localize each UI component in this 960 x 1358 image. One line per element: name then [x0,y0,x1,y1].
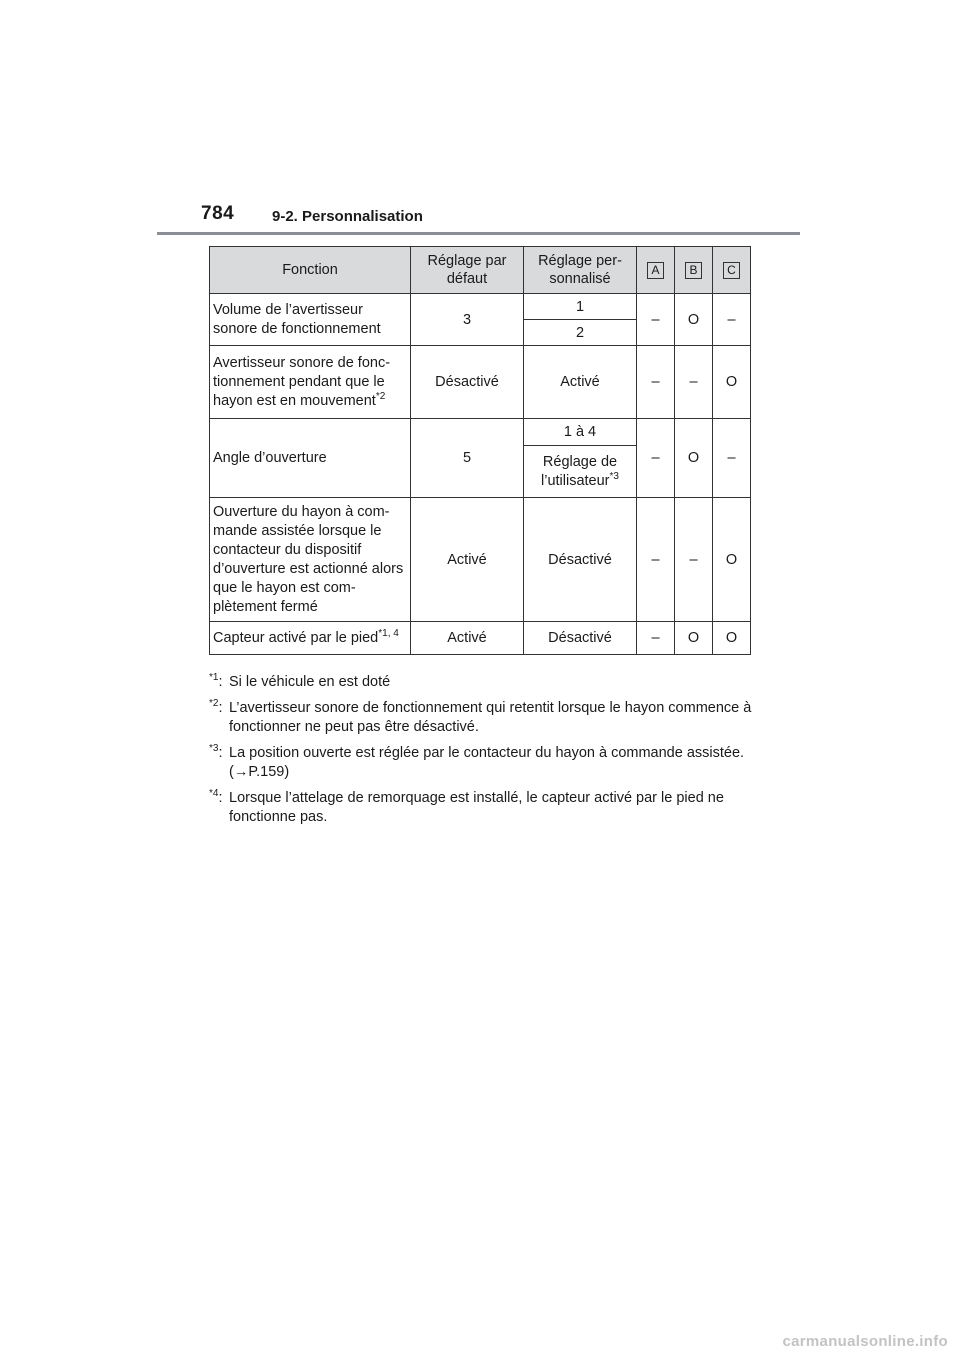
row-a: – [637,498,675,622]
row-b: O [675,622,713,655]
footnote-mark: $^{*4}$: [209,788,223,806]
row-function: Ouverture du hayon à com-mande assistée lorsque le contacteur du dispositif d’ouverture est actionné alors que le hayon est com-plètement fermé [210,498,411,622]
section-title: 9-2. Personnalisation [272,208,423,225]
table-row [210,294,751,320]
row-default: 3 [411,294,524,346]
footnote-text: Si le véhicule en est doté [229,674,391,690]
footnote-ref: *1, 4 [378,627,399,639]
table-row [210,419,751,446]
table-header-row [210,247,751,294]
row-a: – [637,346,675,419]
row-custom: 1 [524,294,637,320]
footnote-mark: $^{*3}$: [209,743,223,761]
row-custom: Activé [524,346,637,419]
row-custom: Désactivé [524,498,637,622]
row-custom: Désactivé [524,622,637,655]
row-a: – [637,294,675,346]
header-function: Fonction [210,247,411,294]
row-custom: Réglage de l’utilisateur$^{*3}$ [524,446,637,498]
row-b: – [675,346,713,419]
row-c: – [713,419,751,498]
row-custom: 1 à 4 [524,419,637,446]
footnote [209,699,769,737]
header-default: Réglage par défaut [411,247,524,294]
header-c [713,247,751,294]
row-c: O [713,498,751,622]
row-c: O [713,346,751,419]
row-function: Angle d’ouverture [210,419,411,498]
table-row [210,498,751,622]
footnote [209,789,769,827]
row-a: – [637,419,675,498]
label-a: A [647,262,664,279]
settings-table [209,246,751,655]
footnote-ref: *3 [609,470,619,482]
row-custom: 2 [524,320,637,346]
table-row [210,622,751,655]
row-function: Avertisseur sonore de fonc-tionnement pendant que le hayon est en mouvement$^{*2}$ [210,346,411,419]
row-default: 5 [411,419,524,498]
row-a: – [637,622,675,655]
footnote-text: La position ouverte est réglée par le contacteur du hayon à commande assistée. (→P.159) [229,745,745,780]
header-rule [157,232,800,235]
row-b: O [675,294,713,346]
header-b [675,247,713,294]
table-row [210,346,751,419]
watermark: carmanualsonline.info [782,1333,948,1350]
page-number: 784 [201,203,235,224]
footnote [209,744,769,782]
header-custom: Réglage per-sonnalisé [524,247,637,294]
footnote-mark: $^{*2}$: [209,698,223,716]
row-default: Activé [411,498,524,622]
row-default: Désactivé [411,346,524,419]
row-function: Volume de l’avertisseur sonore de fonctionnement [210,294,411,346]
row-b: – [675,498,713,622]
label-b: B [685,262,702,279]
footnote-ref: *2 [375,390,386,402]
row-default: Activé [411,622,524,655]
footnote-mark: $^{*1}$: [209,672,223,690]
row-c: – [713,294,751,346]
label-c: C [723,262,740,279]
row-b: O [675,419,713,498]
footnote [209,673,769,692]
footnotes [209,673,769,834]
row-c: O [713,622,751,655]
footnote-text: Lorsque l’attelage de remorquage est installé, le capteur activé par le pied ne fonctionne pas. [229,790,724,825]
footnote-text: L’avertisseur sonore de fonctionnement qui retentit lorsque le hayon commence à fonctionner ne peut pas être désactivé. [229,700,752,735]
header-a [637,247,675,294]
row-function: Capteur activé par le pied$^{*1, 4}$ [210,622,411,655]
page-header [201,203,801,233]
